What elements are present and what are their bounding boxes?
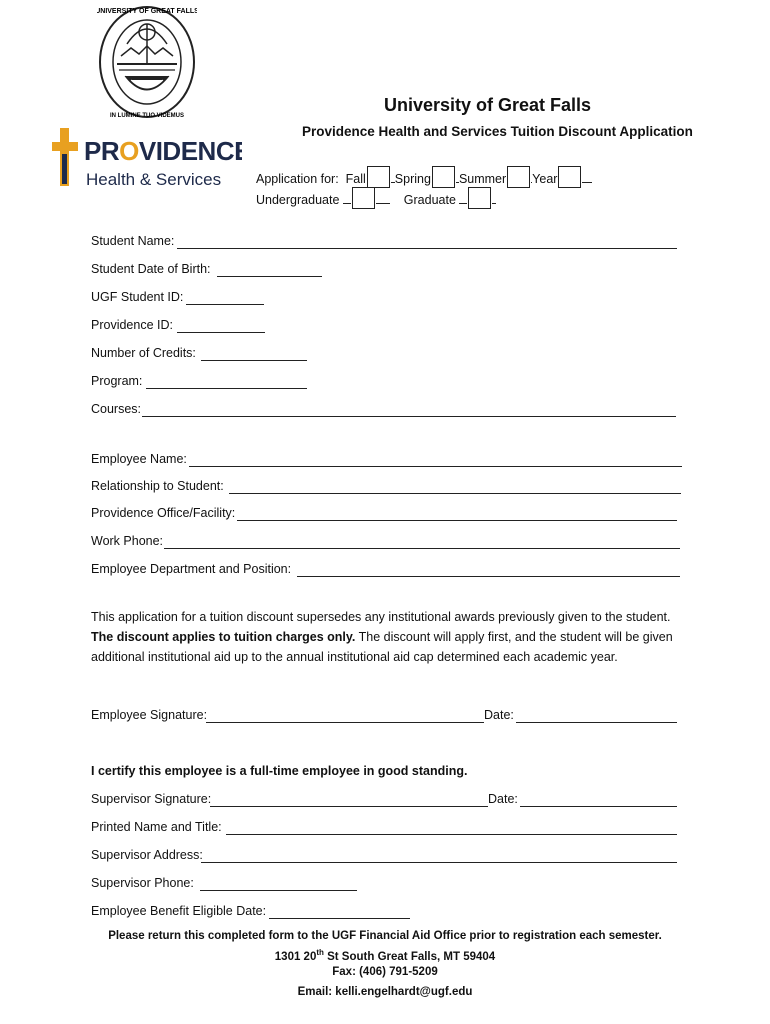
svg-text:UNIVERSITY OF GREAT FALLS: UNIVERSITY OF GREAT FALLS (97, 8, 197, 15)
student-dob-field (91, 262, 681, 276)
ugf-student-id-label: UGF Student ID: (91, 290, 184, 304)
relationship-label: Relationship to Student: (91, 479, 224, 493)
supervisor-signature-label: Supervisor Signature: (91, 792, 212, 806)
providence-logo (52, 128, 242, 190)
number-of-credits-label: Number of Credits: (91, 346, 196, 360)
employee-name-input[interactable] (189, 466, 682, 467)
providence-id-input[interactable] (177, 332, 265, 333)
work-phone-input[interactable] (164, 548, 680, 549)
level-undergraduate-label: Undergraduate (256, 193, 340, 207)
svg-text:PROVIDENCE: PROVIDENCE (84, 136, 242, 166)
providence-id-label: Providence ID: (91, 318, 173, 332)
program-label: Program: (91, 374, 143, 388)
number-of-credits-field (91, 346, 681, 360)
supervisor-address-label: Supervisor Address: (91, 848, 203, 862)
svg-text:IN LUMINE TUO VIDEMUS: IN LUMINE TUO VIDEMUS (109, 113, 185, 119)
employee-name-field (91, 452, 686, 466)
footer-address-pre: 1301 20 (274, 950, 317, 963)
employee-signature-label: Employee Signature: (91, 708, 208, 722)
employee-signature-input[interactable] (206, 722, 484, 723)
graduate-checkbox[interactable] (468, 187, 491, 209)
printed-name-label: Printed Name and Title: (91, 820, 222, 834)
ugf-student-id-field (91, 290, 681, 304)
printed-name-field (91, 820, 686, 834)
summer-checkbox[interactable] (507, 166, 530, 188)
term-spring-label: Spring (394, 172, 431, 186)
program-field (91, 374, 681, 388)
program-input[interactable] (146, 388, 307, 389)
supervisor-phone-field (91, 876, 686, 890)
footer-instruction: Please return this completed form to the UGF Financial Aid Office prior to registration each semester. (108, 930, 662, 942)
certify-statement: I certify this employee is a full-time employee in good standing. (91, 764, 468, 778)
courses-label: Courses: (91, 402, 142, 416)
supervisor-date-input[interactable] (520, 806, 677, 807)
supervisor-date-label: Date: (488, 792, 518, 806)
footer-email[interactable]: Email: kelli.engelhardt@ugf.edu (297, 986, 473, 998)
form-subtitle: Providence Health and Services Tuition Discount Application (302, 124, 693, 139)
providence-id-field (91, 318, 681, 332)
level-graduate-label: Graduate (403, 193, 456, 207)
year-checkbox[interactable] (558, 166, 581, 188)
supervisor-address-field (91, 848, 686, 862)
employee-date-input[interactable] (516, 722, 677, 723)
undergraduate-checkbox[interactable] (352, 187, 375, 209)
supervisor-address-input[interactable] (201, 862, 677, 863)
employee-date-label: Date: (484, 708, 514, 722)
work-phone-field (91, 534, 686, 548)
employee-department-input[interactable] (297, 576, 680, 577)
svg-text:Health & Services: Health & Services (86, 170, 222, 189)
printed-name-input[interactable] (226, 834, 677, 835)
benefit-eligible-date-field (91, 904, 686, 918)
application-for-label: Application for: (256, 172, 339, 186)
benefit-eligible-date-input[interactable] (269, 918, 410, 919)
supervisor-phone-input[interactable] (200, 890, 357, 891)
terms-text-2: The discount will apply first, and the student will be given additional institutional aid up to the annual institutional aid cap determined each academic year. (91, 630, 673, 664)
employee-department-label: Employee Department and Position: (91, 562, 292, 576)
providence-office-label: Providence Office/Facility: (91, 506, 236, 520)
providence-office-input[interactable] (237, 520, 677, 521)
student-name-field (91, 234, 681, 248)
student-dob-label: Student Date of Birth: (91, 262, 211, 276)
term-summer-label: Summer (458, 172, 507, 186)
supervisor-signature-input[interactable] (210, 806, 488, 807)
footer-address-post: St South Great Falls, MT 59404 (323, 950, 496, 963)
fall-checkbox[interactable] (367, 166, 390, 188)
providence-office-field (91, 506, 686, 520)
terms-text-bold: The discount applies to tuition charges only. (91, 630, 356, 644)
terms-text-1: This application for a tuition discount supersedes any institutional awards previously given to the student. (91, 610, 671, 624)
employee-name-label: Employee Name: (91, 452, 187, 466)
footer-fax: Fax: (406) 791-5209 (332, 966, 438, 978)
student-name-input[interactable] (177, 248, 677, 249)
spring-checkbox[interactable] (432, 166, 455, 188)
student-name-label: Student Name: (91, 234, 175, 248)
work-phone-label: Work Phone: (91, 534, 164, 548)
term-year-label: Year (532, 172, 558, 186)
employee-department-field (91, 562, 686, 576)
courses-field (91, 402, 681, 416)
student-dob-input[interactable] (217, 276, 322, 277)
relationship-input[interactable] (229, 493, 681, 494)
term-fall-label: Fall (345, 172, 366, 186)
discount-terms-paragraph (91, 607, 691, 667)
page-title: University of Great Falls (383, 95, 592, 115)
footer-address-sup: th (316, 948, 324, 957)
benefit-eligible-date-label: Employee Benefit Eligible Date: (91, 904, 267, 918)
number-of-credits-input[interactable] (201, 360, 307, 361)
application-for-row (256, 166, 592, 188)
ugf-student-id-input[interactable] (186, 304, 264, 305)
footer-address (0, 948, 770, 963)
relationship-field (91, 479, 686, 493)
courses-input[interactable] (142, 416, 676, 417)
level-row (256, 187, 496, 209)
employee-signature-field (91, 708, 686, 722)
supervisor-signature-field (91, 792, 686, 806)
supervisor-phone-label: Supervisor Phone: (91, 876, 194, 890)
